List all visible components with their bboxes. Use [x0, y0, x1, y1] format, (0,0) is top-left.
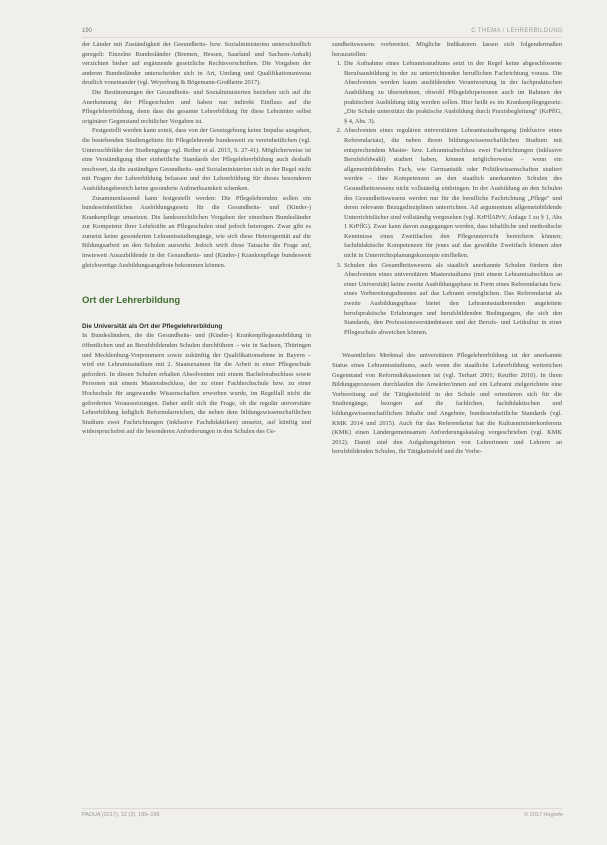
list-item: 1. Die Aufnahme eines Lehramtsstudiums setzt in der Regel keine abgeschlossene Berufsausbildung in der zu unterrichtenden beruflichen Fachrichtung voraus. Die Absolventen werden kaum ausbildenden Verantwortung in der fachpraktischen Ausbildung zu übernehmen, obwohl Pflegelehrpersonen auch im Rahmen der praktischen Ausbildung tätig werden sollen. Hier heißt es im Krankenpflegegesetz: „Die Schule unterstützt die praktische Ausbildung durch Praxisbegleitung" (KrPflG, § 4, Abs. 3). [343, 59, 562, 126]
section-paragraph: In Bundesländern, die die Gesundheits- und (Kinder-) Krankenpflegeausbildung in öffentlichen und an Berufsbildenden Schulen durchführen – wie in Sachsen, Thüringen und Mecklenburg-Vorpommern sowie zukünftig der Qualifikationsebene in Bayern – wird ein Lehramtsstudium mit 2. Staatsexamen für die Arbeit in einer Pflegeschule gefordert. In diesen Schulen erhalten Absolventen mit einem Bachelorabschluss sowie Personen mit einem Masterabschluss, der zu einer Fachhochschule bzw. zu einer Hochschule für angewandte Wissenschaften erworben wurde, im Regelfall nicht die geforderten Voraussetzungen. Daher stellt sich die Frage, ob die regulär universitäre Lehrerbildung lediglich Reformdarreichen, die neben dem bildungswissenschaftlichen Studium zwei Fachrichtungen (inklusive Fachdidaktiken) umsetzt, auf künftig und widerspruchsfrei auf die besonderen Anforderungen in den Schulen des Ge- [82, 332, 311, 436]
closing-paragraph: Wesentliches Merkmal des universitären Pflegelehrerbildung ist der anerkannte Status eines Lehramtsstudiums, auch wenn die staatliche Lehrerbildung weitreichen Gegenstand von Reformdiskussionen ist (vgl. Terhart 2001; Keuffer 2010). In ihren Bildungsprozessen durchlaufen die Anwärter/innen auf ein Lehramt zielgerichtete eine Vorbereitung auf ihr Tätigkeitsfeld in der Schule und orientieren sich für die Studiengänge, bezogen auf die fachlichen, fachdidaktischen und bildungswissenschaftlichen Inhalte und Angebote, bundeseinheitliche Standards (vgl. KMK 2014 und 2015). Auch für das Referendariat hat die Kultusministerkonferenz (KMK) einen Ländergemeinsamen Anforderungskatalog vorgeschrieben (vgl. KMK 2012). Damit sind den Aufgabengebieten von Lehrerinnen und Lehrern an berufsbildenden Schulen, ihr Tätigkeitsfeld und die Vorbe- [332, 352, 562, 456]
footer-publisher: © 2017 Hogrefe [524, 812, 563, 818]
left-paragraph-1: der Länder mit Zuständigkeit der Gesundheits- bzw. Sozialministerien unterschiedlich geregelt: Einzelne Bundesländer (Bremen, Hessen, Saarland und Sachsen-Anhalt) verzichten bisher auf ergänzende gesetzliche Rechtsvorschriften. Die Vorgaben der anderen Bundesländer unterscheiden sich in Art, Umfang und Qualifikationsniveau deutlich voneinander (vgl. Weyerburg & Bögemann-Großheim 2017). [82, 41, 311, 87]
left-paragraph-3: Festgestellt werden kann somit, dass von der Gesetzgebung keine Impulse ausgehen, die bestehenden Studiengebiete für Pflegelehrende bundesweit zu vereinheitlichen (vgl. Untersuchbilder der Studiengänge vgl. Reiber et al. 2015, S. 27-41). Möglicherweise ist eine Verständigung über einheitliche Standards der Pflegelehrerbildung auch deshalb erschwert, da die zuständigen Gesundheits- und Sozialministerien sich in der Regel nicht mit Fragen der Lehrerbildung befassen und der Lehrerbildung für dieses besonderen Ausbildungsbereich keine gesonderte Aufmerksamkeit schenken. [82, 127, 311, 192]
left-column [82, 40, 311, 437]
section-title: Ort der Lehrerbildung [82, 295, 181, 307]
subsection-heading: Die Universität als Ort der Pflegelehrerbildung [82, 322, 223, 330]
left-paragraph-4: Zusammenfassend kann festgestellt werden: Die Pflegelehrenden sollen ein bundeseinheitliches Ausbildungsgesetz für die Gesundheits- und (Kinder-) Krankenpflege umsetzen. Die landesrechtlichen Vorgaben der einzelnen Bundesländer zur Kompetenz ihrer Lehrkräfte an Pflegeschulen sind jedoch heterogen. Zwar gibt es zumeist keine gesonderten Lehramtsstudiengänge, wie sich diese Heterogenität auf die Bildungsarbeit an den Schulen auswirkt. Jedoch wirft diese Tatsache die Frage auf, inwieweit Auszubildende in der Gesundheits- und (Kinder-) Krankenpflege bundesweit gleichwertige Ausbildungsangebote bekommen können. [82, 194, 311, 269]
list-item: 3. Schulen des Gesundheitswesens als staatlich anerkannte Schulen fördern den Absolventen eines universitären Masterstudiums (mit einem Lehramtsabschluss an einer Universität) keine zweite Ausbildungsphase in Form eines Referendariats bzw. eines Vorbereitungsdienstes auf das Lehramt ermöglichen. Das Referendariat als zweite Ausbildungsphase bietet den Lehramtsstudierenden angeleitete berufspraktische Erfahrungen und berufsbildenden Bedingungen, die sich den Standards, den Professionsverständnissen und der Berufs- und Leitkultur in einer Pflegeschule abweichen können. [343, 261, 562, 338]
indicator-list [332, 59, 562, 337]
right-intro: sundheitswesens vorbereitet. Mögliche Indikatoren lassen sich folgendermaßen herausstellen: [332, 41, 562, 58]
left-paragraph-2: Die Bestimmungen der Gesundheits- und Sozialministerien beziehen sich auf die Anerkennung der Pflegeschulen und haben nur indirekt Einfluss auf die Pflegelehrerbildung, denn dass die gesamte Lehrerbildung für diese Lehrämter selbst originärer Gegenstand rechtlicher Vorgaben ist. [82, 88, 311, 125]
header-rule [82, 37, 562, 38]
list-item: 2. Absolventen eines regulären universitären Lehramtsstudiengang (inklusive eines Referendariats), die neben ihrem bildungswissenschaftlichen Studium mit entsprechendem Master- bzw. Lehramtsabschluss zwei Fachrichtungen (inklusive Berufsfeldwahl) studiert haben, können möglicherweise – wenn ein allgemeinbildendes Fach, wie Germanistik oder Politikwissenschaften studiert werden – ihre Kompetenzen an den staatlich anerkannten Schulen des Gesundheitswesens nicht vollständig einbringen. In der Ausbildung an den Schulen des Gesundheitswesens werden nur für die berufliche Fachrichtung „Pflege" und deren relevante Bezugsdisziplinen unterrichten. Ad argumentum allgemeinbildende Unterrichtsfächer sind vollständig vorgesehen (vgl. KrPflAPrV, Anlage 1 zu § 1, Abs 1 KrPflG). Zwar kann davon ausgegangen werden, dass inhaltliche und methodische Kenntnisse eines Zweitfaches den Pflegeunterricht bereichern können; fachdidaktische Kompetenzen für jenes auf das gewählte Zweitfach können aber nicht in Unterrichtsplanungskonzepte einfließen. [343, 126, 562, 260]
running-head: C THEMA / LEHRERBILDUNG [471, 28, 563, 34]
footer-rule [82, 808, 562, 809]
page-number: 190 [82, 28, 93, 34]
right-column [332, 40, 562, 457]
footer-citation: PADUA (2017), 12 (3), 189–196 [82, 812, 160, 818]
